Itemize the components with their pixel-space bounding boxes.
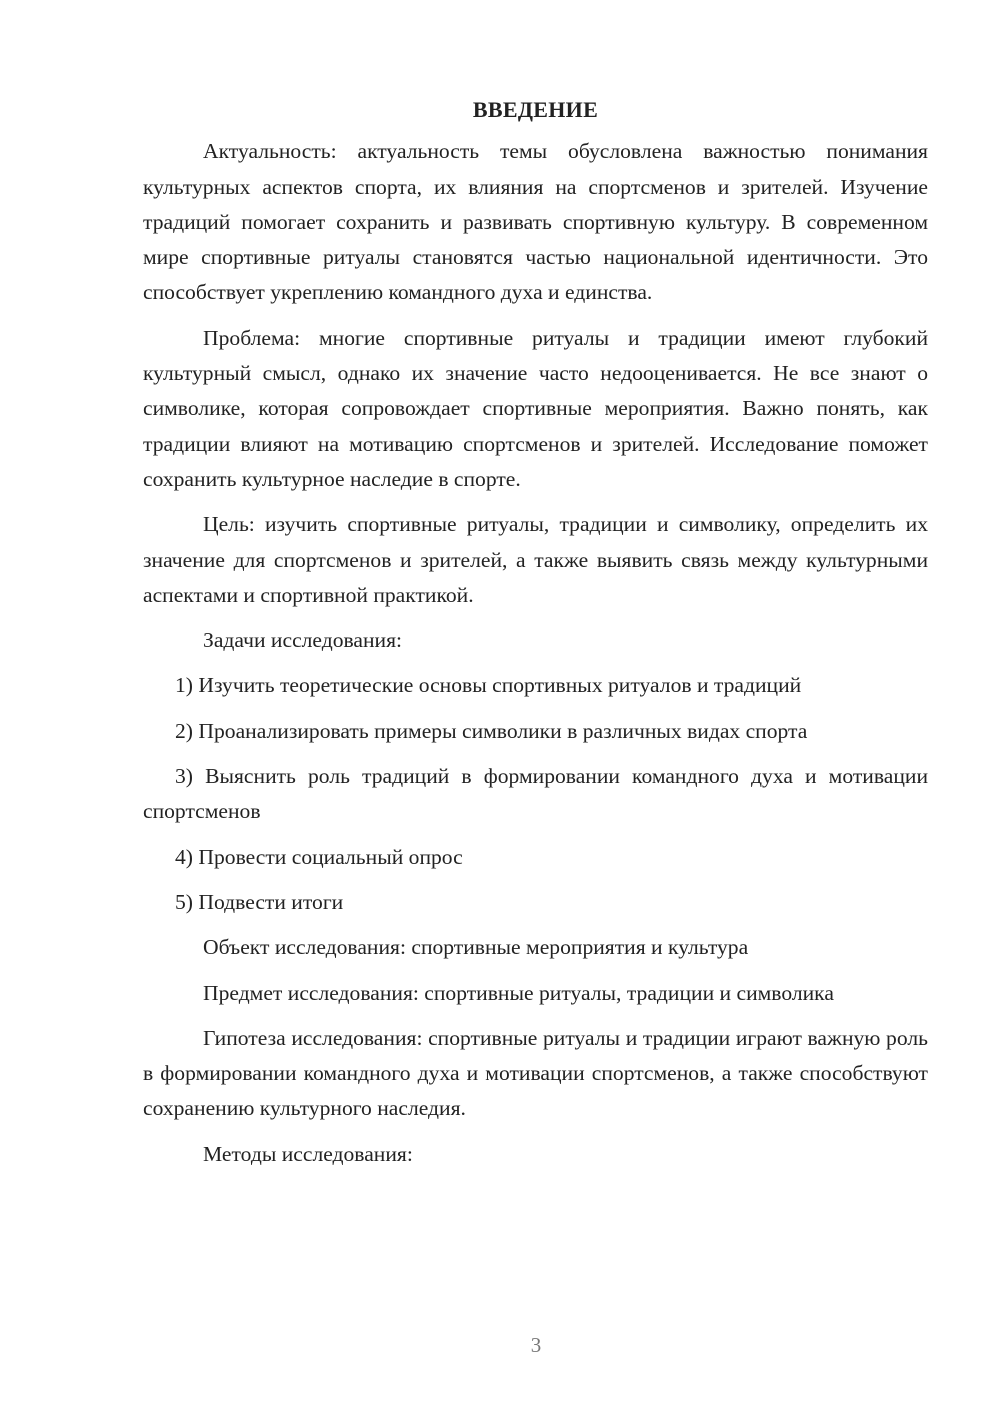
object-paragraph: Объект исследования: спортивные мероприятия и культура [203,935,749,960]
tasks-heading: Задачи исследования: [203,628,403,653]
task-item: 1) Изучить теоретические основы спортивных ритуалов и традиций [175,673,802,698]
subject-paragraph: Предмет исследования: спортивные ритуалы, традиции и символика [203,980,834,1005]
page-number: 3 [530,1333,542,1357]
task-item: 5) Подвести итоги [175,889,344,914]
page-content [143,92,928,1182]
methods-heading: Методы исследования: [203,1141,413,1166]
task-item: 2) Проанализировать примеры символики в различных видах спорта [175,718,808,743]
task-item: 4) Провести социальный опрос [175,844,463,869]
task-item: 3) Выяснить роль традиций в формировании командного духа и мотивации спортсменов [143,764,928,824]
relevance-paragraph: Актуальность: актуальность темы обусловлена важностью понимания культурных аспектов спорта, их влияния на спортсменов и зрителей. Изучение традиций помогает сохранить и развивать спортивную культуру. В современном мире спортивные ритуалы становятся частью национальной идентичности. Это способствует укреплению командного духа и единства. [143,139,928,305]
problem-paragraph: Проблема: многие спортивные ритуалы и традиции имеют глубокий культурный смысл, однако их значение часто недооценивается. Не все знают о символике, которая сопровождает спортивные мероприятия. Важно понять, как традиции влияют на мотивацию спортсменов и зрителей. Исследование поможет сохранить культурное наследие в спорте. [143,325,928,491]
hypothesis-paragraph: Гипотеза исследования: спортивные ритуалы и традиции играют важную роль в формировании командного духа и мотивации спортсменов, а также способствуют сохранению культурного наследия. [143,1025,928,1121]
page-title: ВВЕДЕНИЕ [472,97,599,122]
goal-paragraph: Цель: изучить спортивные ритуалы, традиции и символику, определить их значение для спортсменов и зрителей, а также выявить связь между культурными аспектами и спортивной практикой. [143,512,928,607]
